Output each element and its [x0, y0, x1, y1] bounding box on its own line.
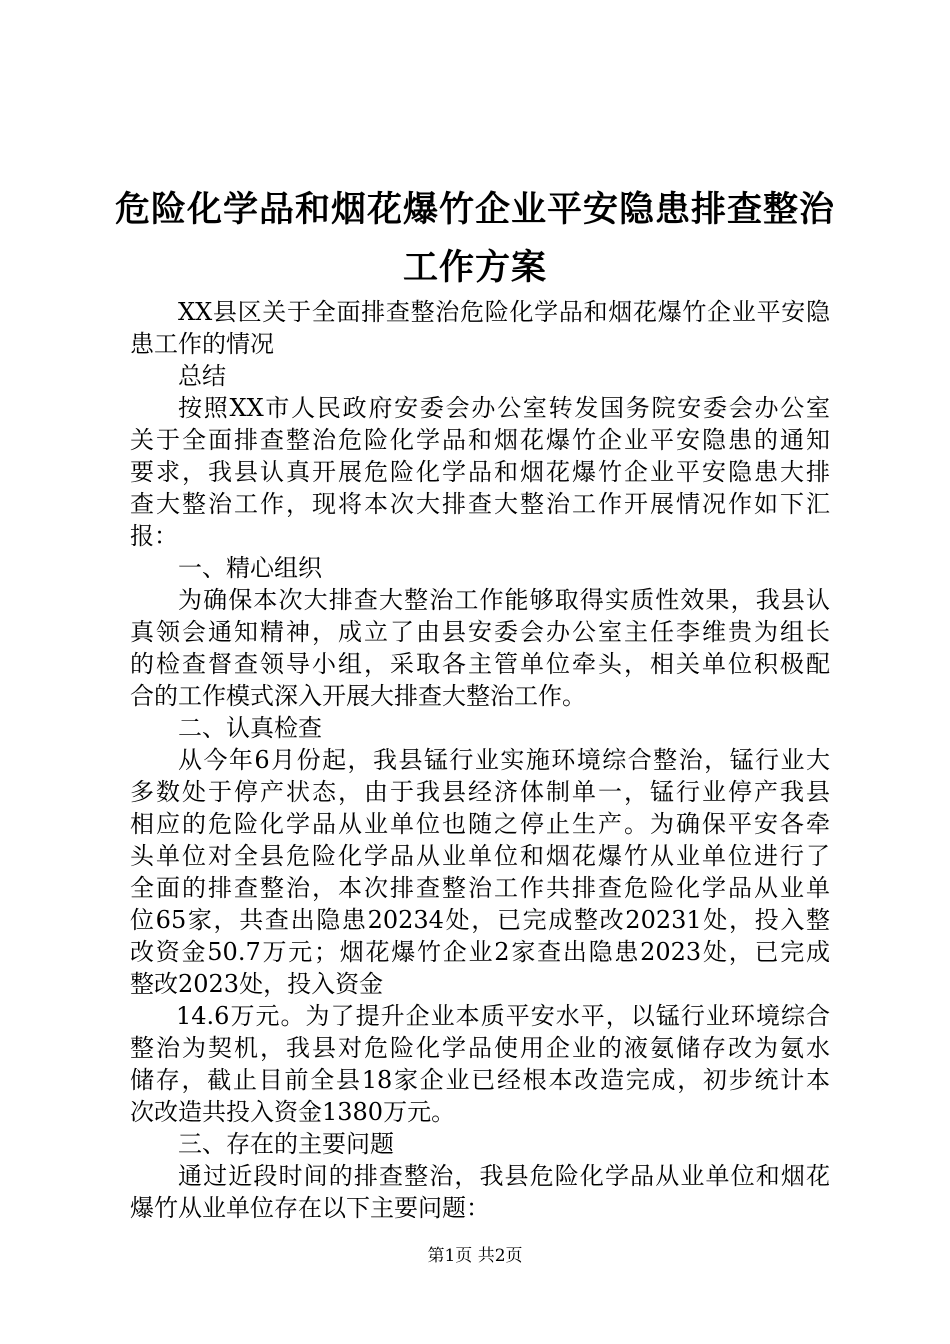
body-line: 次改造共投入资金1380万元。 [130, 1098, 456, 1126]
body-line: 要求，我县认真开展危险化学品和烟花爆竹企业平安隐患大排 [130, 458, 830, 486]
body-line: 报： [130, 522, 178, 550]
page-footer: 第1页 共2页 [427, 1246, 523, 1266]
body-line: 整改2023处，投入资金 [130, 970, 384, 998]
body-line: 爆竹从业单位存在以下主要问题： [130, 1194, 490, 1222]
document-body [130, 296, 830, 1224]
body-line: 为确保本次大排查大整治工作能够取得实质性效果，我县认 [178, 586, 830, 614]
body-line: 全面的排查整治，本次排查整治工作共排查危险化学品从业单 [130, 874, 830, 902]
body-line: 查大整治工作，现将本次大排查大整治工作开展情况作如下汇 [130, 490, 830, 518]
body-line: 真领会通知精神，成立了由县安委会办公室主任李维贵为组长 [130, 618, 830, 646]
section-heading: 三、存在的主要问题 [178, 1130, 394, 1158]
body-line: 通过近段时间的排查整治，我县危险化学品从业单位和烟花 [178, 1162, 830, 1190]
section-heading: 一、精心组织 [178, 554, 322, 582]
body-line: 整治为契机，我县对危险化学品使用企业的液氨储存改为氨水 [130, 1034, 830, 1062]
document-title-line-1: 危险化学品和烟花爆竹企业平安隐患排查整治 [114, 190, 835, 230]
body-line: 总结 [178, 362, 226, 390]
body-line: 相应的危险化学品从业单位也随之停止生产。为确保平安各牵 [130, 810, 830, 838]
body-line: 位65家，共查出隐患20234处，已完成整改20231处，投入整 [130, 906, 830, 934]
body-line: 合的工作模式深入开展大排查大整治工作。 [130, 682, 586, 710]
body-line: 改资金50.7万元；烟花爆竹企业2家查出隐患2023处，已完成 [130, 938, 830, 966]
body-line: 14.6万元。为了提升企业本质平安水平，以锰行业环境综合 [176, 1002, 830, 1030]
body-line: 头单位对全县危险化学品从业单位和烟花爆竹从业单位进行了 [130, 842, 830, 870]
document-title-line-2: 工作方案 [402, 248, 547, 288]
body-line: 按照XX市人民政府安委会办公室转发国务院安委会办公室 [178, 394, 830, 422]
body-line: 关于全面排查整治危险化学品和烟花爆竹企业平安隐患的通知 [130, 426, 830, 454]
body-line: XX县区关于全面排查整治危险化学品和烟花爆竹企业平安隐 [178, 298, 830, 326]
body-line: 的检查督查领导小组，采取各主管单位牵头，相关单位积极配 [130, 650, 830, 678]
body-line: 从今年6月份起，我县锰行业实施环境综合整治，锰行业大 [178, 746, 830, 774]
section-heading: 二、认真检查 [178, 714, 322, 742]
body-line: 储存，截止目前全县18家企业已经根本改造完成，初步统计本 [130, 1066, 830, 1094]
body-line: 多数处于停产状态，由于我县经济体制单一，锰行业停产我县 [130, 778, 830, 806]
body-line: 患工作的情况 [130, 330, 274, 358]
